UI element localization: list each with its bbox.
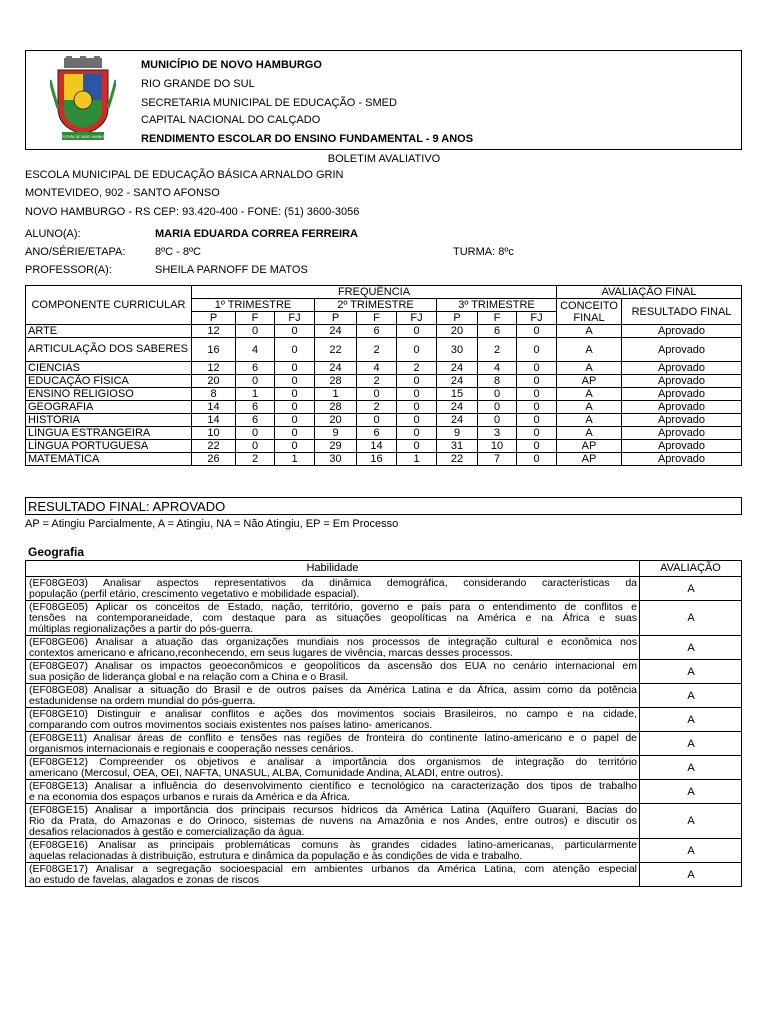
frequency-cell: 24 bbox=[437, 401, 478, 414]
school-name: ESCOLA MUNICIPAL DE EDUCAÇÃO BÁSICA ARNALDO GRIN bbox=[25, 169, 344, 181]
frequency-cell: 24 bbox=[437, 375, 478, 388]
municipality-name: MUNICÍPIO DE NOVO HAMBURGO bbox=[141, 59, 322, 71]
frequency-cell: 6 bbox=[236, 362, 275, 375]
skill-evaluation: A bbox=[640, 636, 742, 660]
component-header: COMPONENTE CURRICULAR bbox=[26, 286, 192, 325]
grade-row bbox=[26, 440, 742, 453]
concept-cell: AP bbox=[557, 453, 622, 466]
frequency-cell: 0 bbox=[397, 388, 437, 401]
subject-name: GEOGRAFIA bbox=[26, 401, 192, 414]
frequency-cell: 15 bbox=[437, 388, 478, 401]
skill-description bbox=[26, 863, 640, 887]
grade-row bbox=[26, 338, 742, 362]
skill-description bbox=[26, 708, 640, 732]
frequency-cell: 2 bbox=[357, 375, 397, 388]
student-name-label: ALUNO(A): bbox=[25, 228, 81, 240]
frequency-cell: 0 bbox=[275, 414, 315, 427]
frequency-cell: 6 bbox=[357, 325, 397, 338]
skill-description bbox=[26, 636, 640, 660]
col-fj-2: FJ bbox=[397, 312, 437, 325]
result-cell: Aprovado bbox=[622, 388, 742, 401]
concept-cell: A bbox=[557, 388, 622, 401]
frequency-cell: 0 bbox=[517, 414, 557, 427]
concept-cell: A bbox=[557, 414, 622, 427]
frequency-cell: 0 bbox=[517, 388, 557, 401]
subject-name: LÍNGUA ESTRANGEIRA bbox=[26, 427, 192, 440]
trimester-2-header: 2º TRIMESTRE bbox=[315, 299, 437, 312]
frequency-cell: 1 bbox=[236, 388, 275, 401]
grade-row bbox=[26, 453, 742, 466]
frequency-cell: 2 bbox=[478, 338, 517, 362]
frequency-cell: 0 bbox=[397, 440, 437, 453]
frequency-cell: 8 bbox=[478, 375, 517, 388]
frequency-cell: 12 bbox=[192, 362, 236, 375]
frequency-cell: 12 bbox=[192, 325, 236, 338]
skill-row bbox=[26, 660, 742, 684]
frequency-cell: 0 bbox=[517, 453, 557, 466]
skill-evaluation: A bbox=[640, 684, 742, 708]
skill-line: população (perfil etário, crescimento vegetativo e mobilidade espacial). bbox=[29, 588, 360, 600]
frequency-cell: 31 bbox=[437, 440, 478, 453]
frequency-cell: 0 bbox=[275, 338, 315, 362]
result-cell: Aprovado bbox=[622, 375, 742, 388]
skill-line: aquelas relacionadas à distribuição, estrutura e dinâmica da população e às condições de vida e trabalho. bbox=[29, 850, 523, 862]
skill-line: (EF08GE03) Analisar aspectos representativos da dinâmica demográfica, considerando características da bbox=[29, 577, 637, 589]
frequency-cell: 0 bbox=[236, 325, 275, 338]
frequency-cell: 6 bbox=[236, 414, 275, 427]
frequency-cell: 4 bbox=[236, 338, 275, 362]
result-cell: Aprovado bbox=[622, 453, 742, 466]
frequency-cell: 7 bbox=[478, 453, 517, 466]
skill-row bbox=[26, 708, 742, 732]
frequency-cell: 0 bbox=[517, 362, 557, 375]
secretariat-name: SECRETARIA MUNICIPAL DE EDUCAÇÃO - SMED bbox=[141, 97, 397, 109]
col-f-3: F bbox=[478, 312, 517, 325]
frequency-cell: 0 bbox=[275, 388, 315, 401]
result-header: RESULTADO FINAL bbox=[622, 299, 742, 325]
final-eval-header: AVALIAÇÃO FINAL bbox=[557, 286, 742, 299]
crest-banner-text: PREFEITURA DE NOVO HAMBURGO bbox=[55, 135, 111, 139]
grade-label: ANO/SÉRIE/ETAPA: bbox=[25, 246, 126, 258]
frequency-cell: 16 bbox=[192, 338, 236, 362]
skill-line: (EF08GE11) Analisar áreas de conflito e tensões nas regiões de fronteira do continente latino-americano e o papel de bbox=[29, 732, 637, 744]
skill-evaluation: A bbox=[640, 804, 742, 839]
legend: AP = Atingiu Parcialmente, A = Atingiu, NA = Não Atingiu, EP = Em Processo bbox=[25, 518, 399, 530]
grade-row bbox=[26, 325, 742, 338]
final-result-box bbox=[25, 497, 742, 515]
trimester-1-header: 1º TRIMESTRE bbox=[192, 299, 315, 312]
final-result: RESULTADO FINAL: APROVADO bbox=[28, 499, 226, 514]
frequency-cell: 24 bbox=[437, 414, 478, 427]
frequency-cell: 6 bbox=[478, 325, 517, 338]
grade-row bbox=[26, 362, 742, 375]
result-cell: Aprovado bbox=[622, 325, 742, 338]
skill-line: comparando com outros movimentos sociais existentes nos países latino- americanos. bbox=[29, 719, 433, 731]
skill-line: (EF08GE17) Analisar a segregação socioespacial em ambientes urbanos da América Latina, com atenção especial bbox=[29, 863, 637, 875]
frequency-cell: 0 bbox=[357, 388, 397, 401]
grade-row bbox=[26, 427, 742, 440]
skill-row bbox=[26, 601, 742, 636]
grades-table bbox=[25, 285, 742, 466]
subject-name: LÍNGUA PORTUGUESA bbox=[26, 440, 192, 453]
frequency-cell: 22 bbox=[192, 440, 236, 453]
frequency-cell: 0 bbox=[275, 375, 315, 388]
trimester-3-header: 3º TRIMESTRE bbox=[437, 299, 557, 312]
frequency-cell: 30 bbox=[315, 453, 357, 466]
city-motto: CAPITAL NACIONAL DO CALÇADO bbox=[141, 114, 321, 126]
skill-line: (EF08GE12) Compreender os objetivos e analisar a importância dos organismos de integração do território bbox=[29, 756, 637, 768]
frequency-cell: 1 bbox=[275, 453, 315, 466]
state-name: RIO GRANDE DO SUL bbox=[141, 78, 255, 90]
result-cell: Aprovado bbox=[622, 440, 742, 453]
concept-cell: A bbox=[557, 338, 622, 362]
skill-evaluation: A bbox=[640, 708, 742, 732]
col-fj-3: FJ bbox=[517, 312, 557, 325]
concept-cell: A bbox=[557, 427, 622, 440]
col-fj-1: FJ bbox=[275, 312, 315, 325]
frequency-cell: 14 bbox=[192, 401, 236, 414]
frequency-cell: 22 bbox=[315, 338, 357, 362]
skill-line: (EF08GE06) Analisar a atuação das organizações mundiais nos processos de integração cultural e econômica nos bbox=[29, 636, 637, 648]
col-p-2: P bbox=[315, 312, 357, 325]
skill-evaluation: A bbox=[640, 863, 742, 887]
frequency-cell: 0 bbox=[397, 338, 437, 362]
frequency-cell: 0 bbox=[397, 401, 437, 414]
skill-description bbox=[26, 577, 640, 601]
frequency-cell: 20 bbox=[192, 375, 236, 388]
skill-description bbox=[26, 601, 640, 636]
concept-header: CONCEITO FINAL bbox=[557, 299, 622, 325]
subject-name: MATEMÁTICA bbox=[26, 453, 192, 466]
skill-description bbox=[26, 660, 640, 684]
frequency-cell: 1 bbox=[397, 453, 437, 466]
frequency-cell: 24 bbox=[315, 325, 357, 338]
col-f-1: F bbox=[236, 312, 275, 325]
frequency-cell: 28 bbox=[315, 401, 357, 414]
skill-description bbox=[26, 756, 640, 780]
frequency-cell: 0 bbox=[236, 440, 275, 453]
frequency-cell: 29 bbox=[315, 440, 357, 453]
teacher-label: PROFESSOR(A): bbox=[25, 264, 112, 276]
skill-description bbox=[26, 780, 640, 804]
frequency-cell: 4 bbox=[478, 362, 517, 375]
skill-description bbox=[26, 839, 640, 863]
frequency-cell: 24 bbox=[437, 362, 478, 375]
skill-description bbox=[26, 684, 640, 708]
class-label: TURMA: 8ºc bbox=[453, 246, 514, 258]
col-p-3: P bbox=[437, 312, 478, 325]
skill-line: e na economia dos espaços urbanos e rurais da América e da África. bbox=[29, 791, 351, 803]
skill-line: Rio da Prata, do Amazonas e do Orinoco, sistemas de nuvens na Amazônia e nos Andes, entre outros) e discutir os bbox=[29, 815, 637, 827]
skill-line: (EF08GE10) Distinguir e analisar conflitos e ações dos movimentos sociais Brasileiros, no campo e na cidade, bbox=[29, 708, 637, 720]
concept-cell: AP bbox=[557, 440, 622, 453]
skill-row bbox=[26, 804, 742, 839]
skill-line: estadunidense na ordem mundial do pós-guerra. bbox=[29, 695, 256, 707]
frequency-cell: 14 bbox=[192, 414, 236, 427]
col-p-1: P bbox=[192, 312, 236, 325]
skill-line: americano (Mercosul, OEA, OEI, NAFTA, UNASUL, ALBA, Comunidade Andina, ALADI, entre outros). bbox=[29, 767, 504, 779]
frequency-cell: 3 bbox=[478, 427, 517, 440]
grade-row bbox=[26, 401, 742, 414]
concept-cell: A bbox=[557, 325, 622, 338]
subject-name: HISTÓRIA bbox=[26, 414, 192, 427]
skill-row bbox=[26, 863, 742, 887]
skill-evaluation: A bbox=[640, 756, 742, 780]
skill-row bbox=[26, 839, 742, 863]
skill-line: tensões na contemporaneidade, com destaque para as situações geopolíticas na América e na África e suas bbox=[29, 612, 637, 624]
skill-row bbox=[26, 577, 742, 601]
frequency-cell: 10 bbox=[478, 440, 517, 453]
frequency-cell: 4 bbox=[357, 362, 397, 375]
grade-row bbox=[26, 375, 742, 388]
grade-value: 8ºC - 8ºC bbox=[155, 246, 201, 258]
skill-line: contextos americano e africano,reconhecendo, em seus lugares de vivência, marcas desses processos. bbox=[29, 647, 513, 659]
subject-name: ENSINO RELIGIOSO bbox=[26, 388, 192, 401]
frequency-cell: 16 bbox=[357, 453, 397, 466]
result-cell: Aprovado bbox=[622, 401, 742, 414]
skill-description bbox=[26, 732, 640, 756]
frequency-cell: 24 bbox=[315, 362, 357, 375]
grade-row bbox=[26, 414, 742, 427]
frequency-cell: 0 bbox=[397, 325, 437, 338]
skill-evaluation: A bbox=[640, 732, 742, 756]
subject-name: CIENCIAS bbox=[26, 362, 192, 375]
skill-evaluation: A bbox=[640, 780, 742, 804]
frequency-cell: 20 bbox=[437, 325, 478, 338]
result-cell: Aprovado bbox=[622, 338, 742, 362]
frequency-cell: 0 bbox=[517, 401, 557, 414]
frequency-cell: 0 bbox=[236, 375, 275, 388]
skill-evaluation: A bbox=[640, 660, 742, 684]
frequency-cell: 10 bbox=[192, 427, 236, 440]
grade-row bbox=[26, 388, 742, 401]
frequency-cell: 6 bbox=[236, 401, 275, 414]
skill-line: (EF08GE07) Analisar os impactos geoeconômicos e geopolíticos da ascensão dos EUA no cenário internacional em bbox=[29, 660, 637, 672]
frequency-cell: 9 bbox=[315, 427, 357, 440]
skill-line: ao estudo de favelas, alagados e zonas de riscos bbox=[29, 874, 259, 886]
frequency-cell: 0 bbox=[517, 338, 557, 362]
report-title: RENDIMENTO ESCOLAR DO ENSINO FUNDAMENTAL - 9 ANOS bbox=[141, 133, 474, 145]
frequency-cell: 0 bbox=[397, 414, 437, 427]
frequency-cell: 2 bbox=[236, 453, 275, 466]
frequency-cell: 8 bbox=[192, 388, 236, 401]
frequency-cell: 14 bbox=[357, 440, 397, 453]
frequency-cell: 0 bbox=[478, 414, 517, 427]
frequency-cell: 0 bbox=[275, 427, 315, 440]
frequency-cell: 0 bbox=[478, 388, 517, 401]
skill-line: (EF08GE08) Analisar a situação do Brasil e de outros países da América Latina e da África, assim como da potência bbox=[29, 684, 637, 696]
skill-header: Habilidade bbox=[26, 561, 640, 577]
skill-description bbox=[26, 804, 640, 839]
eval-header: AVALIAÇÃO bbox=[640, 561, 742, 577]
skill-evaluation: A bbox=[640, 839, 742, 863]
frequency-cell: 0 bbox=[236, 427, 275, 440]
frequency-cell: 0 bbox=[478, 401, 517, 414]
frequency-cell: 26 bbox=[192, 453, 236, 466]
frequency-cell: 28 bbox=[315, 375, 357, 388]
skill-line: desafios relacionados à gestão e comercialização da água. bbox=[29, 826, 305, 838]
frequency-cell: 0 bbox=[517, 440, 557, 453]
student-name: MARIA EDUARDA CORREA FERREIRA bbox=[155, 228, 358, 240]
skill-evaluation: A bbox=[640, 601, 742, 636]
geography-skills-table bbox=[25, 560, 742, 887]
concept-cell: A bbox=[557, 362, 622, 375]
result-cell: Aprovado bbox=[622, 427, 742, 440]
skill-line: organismos internacionais e regionais e cooperação nesses cenários. bbox=[29, 743, 354, 755]
geography-title: Geografia bbox=[28, 545, 85, 559]
frequency-cell: 0 bbox=[275, 362, 315, 375]
frequency-cell: 30 bbox=[437, 338, 478, 362]
frequency-cell: 9 bbox=[437, 427, 478, 440]
skill-line: (EF08GE16) Analisar as principais problemáticas comuns às grandes cidades latino-americanas, particularmente bbox=[29, 839, 637, 851]
skill-row bbox=[26, 732, 742, 756]
bulletin-title: BOLETIM AVALIATIVO bbox=[327, 153, 441, 165]
frequency-cell: 0 bbox=[275, 401, 315, 414]
frequency-cell: 0 bbox=[517, 325, 557, 338]
frequency-cell: 2 bbox=[397, 362, 437, 375]
result-cell: Aprovado bbox=[622, 362, 742, 375]
frequency-cell: 0 bbox=[397, 427, 437, 440]
school-city: NOVO HAMBURGO - RS CEP: 93.420-400 - FONE: (51) 3600-3056 bbox=[25, 206, 360, 218]
frequency-cell: 20 bbox=[315, 414, 357, 427]
frequency-cell: 0 bbox=[275, 325, 315, 338]
skill-evaluation: A bbox=[640, 577, 742, 601]
frequency-cell: 1 bbox=[315, 388, 357, 401]
skill-line: múltiplas regionalizações a partir do pós-guerra. bbox=[29, 623, 254, 635]
col-f-2: F bbox=[357, 312, 397, 325]
skill-row bbox=[26, 636, 742, 660]
skill-row bbox=[26, 684, 742, 708]
subject-name: ARTE bbox=[26, 325, 192, 338]
frequency-cell: 6 bbox=[357, 427, 397, 440]
skill-line: (EF08GE05) Aplicar os conceitos de Estado, nação, território, governo e país para o entendimento de conflitos e bbox=[29, 601, 637, 613]
school-address: MONTEVIDEO, 902 - SANTO AFONSO bbox=[25, 187, 220, 199]
skill-row bbox=[26, 756, 742, 780]
frequency-cell: 0 bbox=[275, 440, 315, 453]
frequency-cell: 2 bbox=[357, 401, 397, 414]
skill-line: sua posição de liderança global e na relação com a China e o Brasil. bbox=[29, 671, 349, 683]
municipality-crest-icon bbox=[50, 56, 116, 142]
subject-name: EDUCAÇÃO FÍSICA bbox=[26, 375, 192, 388]
skill-row bbox=[26, 780, 742, 804]
concept-cell: A bbox=[557, 401, 622, 414]
result-cell: Aprovado bbox=[622, 414, 742, 427]
frequency-cell: 2 bbox=[357, 338, 397, 362]
frequency-header: FREQUÊNCIA bbox=[192, 286, 557, 299]
teacher-name: SHEILA PARNOFF DE MATOS bbox=[155, 264, 308, 276]
subject-name: ARTICULAÇÃO DOS SABERES bbox=[26, 338, 192, 362]
skill-line: (EF08GE13) Analisar a influência do desenvolvimento científico e tecnológico na caracterização dos tipos de trabalho bbox=[29, 780, 637, 792]
skill-line: (EF08GE15) Analisar a importância dos principais recursos hídricos da América Latina (Aquífero Guarani, Bacias do bbox=[29, 804, 637, 816]
concept-cell: AP bbox=[557, 375, 622, 388]
frequency-cell: 0 bbox=[517, 375, 557, 388]
frequency-cell: 0 bbox=[357, 414, 397, 427]
frequency-cell: 0 bbox=[517, 427, 557, 440]
frequency-cell: 0 bbox=[397, 375, 437, 388]
frequency-cell: 22 bbox=[437, 453, 478, 466]
